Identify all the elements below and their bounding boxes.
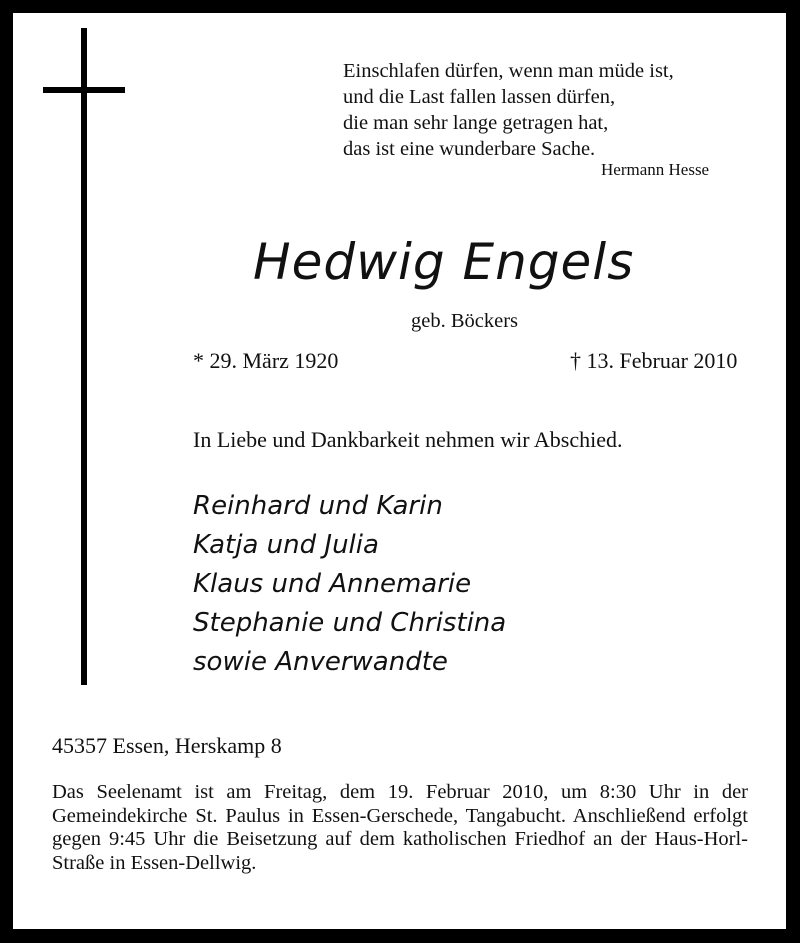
poem-line: und die Last fallen lassen dürfen,: [343, 86, 616, 108]
mourner-item: Reinhard und Karin: [193, 491, 443, 521]
service-notice: Das Seelenamt ist am Freitag, dem 19. Februar 2010, um 8:30 Uhr in der Gemeindekirche St. Paulus in Essen-Gerschede, Tangabucht. Anschließend erfolgt gegen 9:45 Uhr die Beisetzung auf dem katholischen Friedhof an der Haus-Horl-Straße in Essen-Dellwig.: [52, 781, 748, 874]
poem-author: Hermann Hesse: [601, 160, 710, 179]
farewell-line: In Liebe und Dankbarkeit nehmen wir Abschied.: [193, 427, 623, 452]
mourner-item: Klaus und Annemarie: [193, 569, 472, 599]
mourner-item: Stephanie und Christina: [193, 608, 507, 638]
cross-vertical-bar: [81, 28, 87, 685]
deceased-name: Hedwig Engels: [253, 233, 635, 291]
poem-line: das ist eine wunderbare Sache.: [343, 138, 596, 160]
cross-horizontal-bar: [43, 87, 125, 93]
poem-line: die man sehr lange getragen hat,: [343, 112, 609, 134]
maiden-name: geb. Böckers: [411, 310, 519, 332]
death-date: † 13. Februar 2010: [570, 348, 738, 373]
obituary-card: [13, 13, 786, 929]
poem-quote: [343, 58, 674, 162]
birth-date: * 29. März 1920: [193, 348, 339, 373]
mourners-list: [193, 487, 506, 682]
mourner-item: sowie Anverwandte: [193, 647, 448, 677]
mourner-item: Katja und Julia: [193, 530, 379, 560]
address: 45357 Essen, Herskamp 8: [52, 733, 282, 758]
poem-line: Einschlafen dürfen, wenn man müde ist,: [343, 60, 674, 82]
